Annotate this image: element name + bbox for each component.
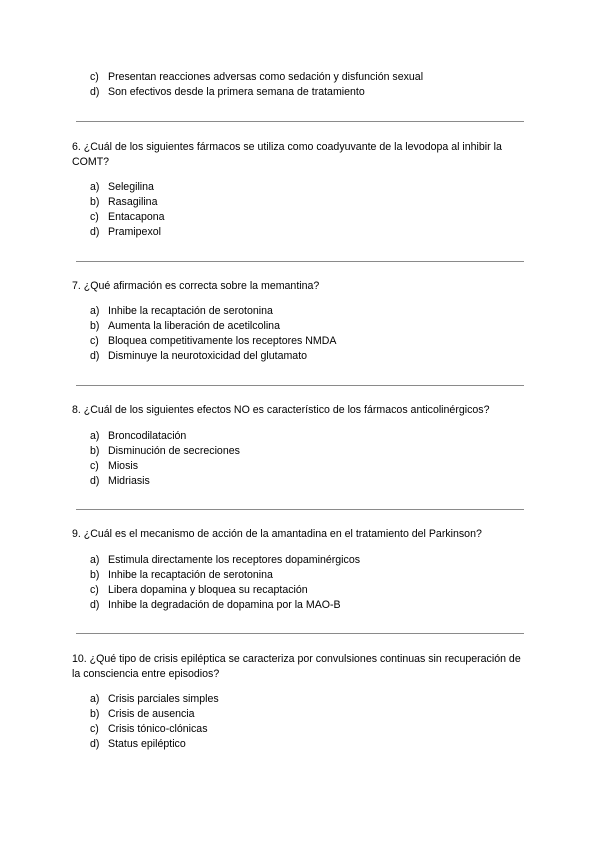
question-8-text: 8. ¿Cuál de los siguientes efectos NO es característico de los fármacos anticolinérgicos? — [72, 404, 490, 416]
q8-options — [90, 429, 240, 489]
option-letter: d) — [90, 738, 100, 750]
question-10-text: 10. ¿Qué tipo de crisis epiléptica se caracteriza por convulsiones continuas sin recuperación de la consciencia entre episodios? — [72, 653, 521, 680]
option-text: Inhibe la degradación de dopamina por la MAO-B — [108, 599, 341, 611]
q9-options — [90, 553, 360, 613]
option-letter: a) — [90, 305, 100, 317]
option-letter: d) — [90, 475, 100, 487]
list-item — [90, 474, 240, 489]
list-item — [90, 349, 336, 364]
option-text: Entacapona — [108, 211, 165, 223]
list-item — [90, 319, 336, 334]
option-letter: c) — [90, 71, 99, 83]
option-letter: a) — [90, 181, 100, 193]
option-letter: c) — [90, 335, 99, 347]
list-item — [90, 707, 219, 722]
list-item — [90, 737, 219, 752]
option-text: Midriasis — [108, 475, 150, 487]
option-text: Son efectivos desde la primera semana de tratamiento — [108, 86, 365, 98]
option-letter: b) — [90, 320, 100, 332]
list-item — [90, 429, 240, 444]
option-text: Presentan reacciones adversas como sedación y disfunción sexual — [108, 71, 424, 83]
list-item — [90, 444, 240, 459]
divider — [76, 261, 524, 262]
option-letter: c) — [90, 211, 99, 223]
option-letter: b) — [90, 445, 100, 457]
option-text: Broncodilatación — [108, 430, 187, 442]
option-text: Rasagilina — [108, 196, 158, 208]
option-letter: d) — [90, 226, 100, 238]
divider — [76, 509, 524, 510]
list-item — [90, 195, 165, 210]
q6-options — [90, 180, 165, 240]
divider — [76, 633, 524, 634]
question-9-text: 9. ¿Cuál es el mecanismo de acción de la amantadina en el tratamiento del Parkinson? — [72, 528, 482, 540]
list-item — [90, 598, 360, 613]
option-letter: c) — [90, 460, 99, 472]
option-letter: d) — [90, 86, 100, 98]
list-item — [90, 692, 219, 707]
list-item — [90, 210, 165, 225]
option-text: Crisis de ausencia — [108, 708, 195, 720]
option-letter: c) — [90, 584, 99, 596]
option-letter: d) — [90, 350, 100, 362]
option-letter: c) — [90, 723, 99, 735]
option-letter: b) — [90, 708, 100, 720]
list-item — [90, 85, 423, 100]
q10-options — [90, 692, 219, 752]
option-text: Crisis parciales simples — [108, 693, 219, 705]
option-letter: d) — [90, 599, 100, 611]
option-text: Inhibe la recaptación de serotonina — [108, 305, 273, 317]
list-item — [90, 459, 240, 474]
option-text: Status epiléptico — [108, 738, 186, 750]
list-item — [90, 568, 360, 583]
option-letter: a) — [90, 693, 100, 705]
list-item — [90, 180, 165, 195]
option-text: Pramipexol — [108, 226, 161, 238]
divider — [76, 385, 524, 386]
list-item — [90, 304, 336, 319]
option-text: Disminución de secreciones — [108, 445, 240, 457]
list-item — [90, 553, 360, 568]
option-text: Crisis tónico-clónicas — [108, 723, 208, 735]
list-item — [90, 583, 360, 598]
question-7-text: 7. ¿Qué afirmación es correcta sobre la memantina? — [72, 280, 320, 292]
option-text: Aumenta la liberación de acetilcolina — [108, 320, 280, 332]
option-text: Libera dopamina y bloquea su recaptación — [108, 584, 308, 596]
option-text: Disminuye la neurotoxicidad del glutamato — [108, 350, 308, 362]
option-letter: b) — [90, 569, 100, 581]
option-letter: a) — [90, 430, 100, 442]
list-item — [90, 722, 219, 737]
option-text: Inhibe la recaptación de serotonina — [108, 569, 273, 581]
list-item — [90, 334, 336, 349]
q7-options — [90, 304, 336, 364]
list-item — [90, 225, 165, 240]
option-text: Selegilina — [108, 181, 154, 193]
question-6-text: 6. ¿Cuál de los siguientes fármacos se utiliza como coadyuvante de la levodopa al inhibir la COMT? — [72, 141, 502, 168]
option-text: Miosis — [108, 460, 139, 472]
option-letter: a) — [90, 554, 100, 566]
q5-options — [90, 70, 423, 100]
divider — [76, 121, 524, 122]
option-text: Bloquea competitivamente los receptores NMDA — [108, 335, 337, 347]
option-text: Estimula directamente los receptores dopaminérgicos — [108, 554, 361, 566]
option-letter: b) — [90, 196, 100, 208]
list-item — [90, 70, 423, 85]
